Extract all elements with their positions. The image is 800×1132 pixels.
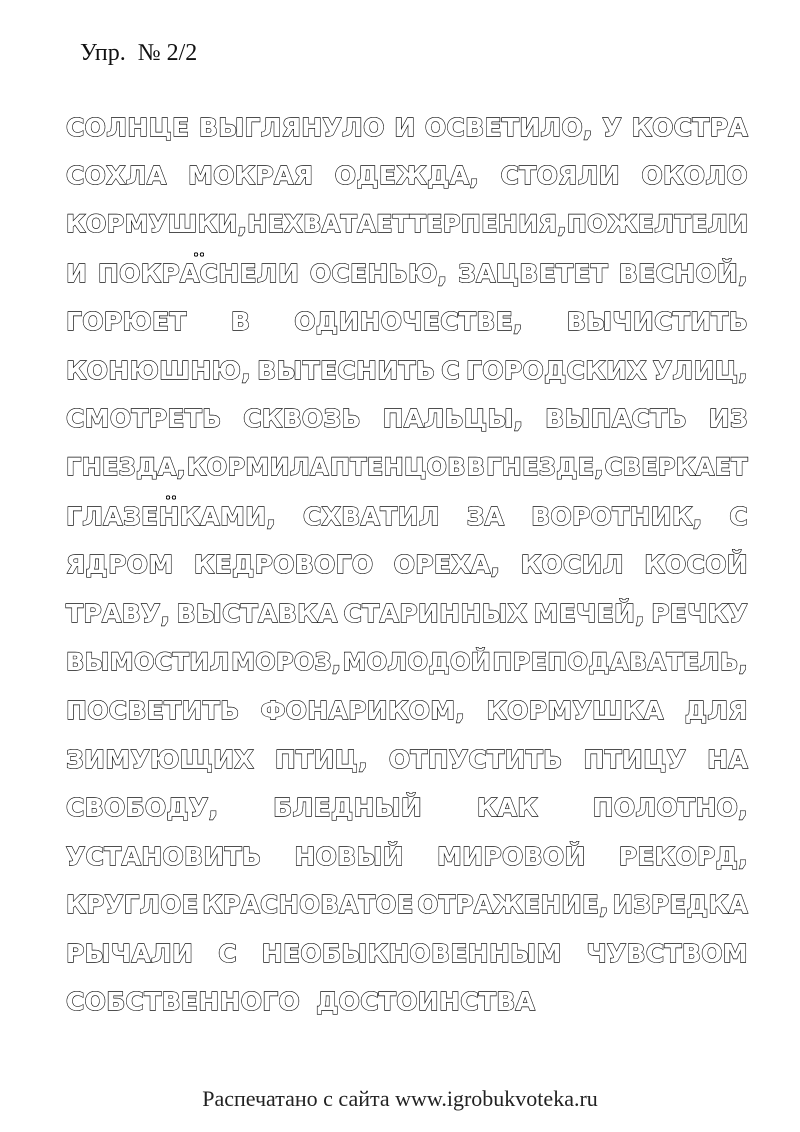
word: С [729,501,748,531]
word: РЕЧКУ [651,598,748,628]
word: КОСТРА [631,112,748,142]
word: ИЗ [708,404,748,434]
word: ИЗРЕДКА [612,890,748,920]
word: КОСИЛ [520,550,624,580]
word: ВЫСТАВКА [176,598,338,628]
word: ЗАЦВЕТЕТ [458,258,609,288]
word: СВОБОДУ, [66,793,219,823]
word: ГНЕЗДА, [66,453,186,482]
text-line [66,589,748,638]
word: МИРОВОЙ [436,841,586,871]
text-line [66,152,748,201]
word: ПТЕНЦОВ [329,453,466,482]
word: РЕКОРД, [618,841,748,871]
word: ПТИЦ, [274,744,368,774]
word: И [394,112,416,142]
word: ПРЕПОДАВАТЕЛЬ, [492,647,748,676]
word: В [230,307,251,337]
word: НЕ [247,210,285,239]
word: С [218,938,237,968]
word: МОЛОДОЙ [342,647,492,676]
text-line [66,929,748,978]
word: СТОЯЛИ [500,161,621,191]
text-line [66,103,748,152]
word: ПОЛОТНО, [592,793,748,823]
word: СОБСТВЕННОГО [66,987,301,1017]
word: СОХЛА [66,161,167,191]
word: ГНЕЗДЕ, [486,453,604,482]
word: НА [707,744,748,774]
word: И [66,258,88,288]
text-line [66,540,748,589]
word: СМОТРЕТЬ [66,404,222,434]
word: НОВЫЙ [294,841,404,871]
word: КЕДРОВОГО [193,550,374,580]
word: ОТРАЖЕНИЕ, [417,890,609,920]
word: ОКОЛО [641,161,748,191]
word: КОНЮШНЮ, [66,355,252,385]
word: ПАЛЬЦЫ, [382,404,524,434]
word: ВОРОТНИК, [531,501,703,531]
word: ГЛАЗЕНКАМИ, [66,501,277,531]
word: У [602,112,622,142]
word: ТРАВУ, [66,598,171,628]
exercise-text [66,103,748,1026]
word: ЯДРОМ [66,550,174,580]
word: ЗИМУЮЩИХ [66,744,254,774]
word: СКВОЗЬ [243,404,361,434]
text-line [66,249,748,298]
word: ГОРОДСКИХ [466,355,647,385]
text-line [66,638,748,687]
word: ОСЕНЬЮ, [309,258,448,288]
word: КРАСНОВАТОЕ [202,890,414,920]
word: МОКРАЯ [187,161,314,191]
word: МОРОЗ, [231,647,342,676]
word: КАК [476,793,538,823]
word: СОЛНЦЕ [66,112,190,142]
text-line [66,297,748,346]
word: ОДИНОЧЕСТВЕ, [294,307,523,337]
word: ГОРЮЕТ [66,307,187,337]
word: ОТПУСТИТЬ [388,744,563,774]
word: УЛИЦ, [652,355,748,385]
word: ПОСВЕТИТЬ [66,695,240,725]
word: ПТИЦУ [583,744,687,774]
word: ФОНАРИКОМ, [260,695,466,725]
word: КОРМУШКИ, [66,210,248,239]
word: ОДЕЖДА, [334,161,480,191]
word: ОСВЕТИЛО, [424,112,593,142]
word: ДОСТОИНСТВА [316,987,536,1017]
word: ПОКРАСНЕЛИ [97,258,300,288]
word: ЗА [466,501,505,531]
word: СТАРИННЫХ [343,598,528,628]
exercise-number: Упр. № 2/2 [80,40,198,66]
text-line [66,832,748,881]
word: НЕОБЫКНОВЕННЫМ [261,938,562,968]
word: ТЕРПЕНИЯ, [409,210,567,239]
site-credit: Распечатано с сайта www.igrobukvoteka.ru [202,1086,598,1111]
word: КОРМУШКА [486,695,664,725]
word: В [466,453,486,482]
word: ВЫМОСТИЛ [66,647,230,676]
word: КРУГЛОЕ [66,890,199,920]
word: БЛЕДНЫЙ [273,793,423,823]
text-line [66,492,748,541]
word: ДЛЯ [684,695,748,725]
word: ПОЖЕЛТЕЛИ [566,210,749,239]
text-line [66,686,748,735]
text-line [66,735,748,784]
word: ВЫТЕСНИТЬ [257,355,436,385]
text-line [66,200,748,249]
word: РЫЧАЛИ [66,938,194,968]
word: УСТАНОВИТЬ [66,841,262,871]
word: МЕЧЕЙ, [533,598,646,628]
word: С [441,355,460,385]
text-line [66,346,748,395]
word: ЧУВСТВОМ [586,938,748,968]
text-line [66,443,748,492]
text-line [66,783,748,832]
text-line [66,978,748,1027]
word: ОРЕХА, [393,550,501,580]
word: ВЫЧИСТИТЬ [566,307,748,337]
word: ВЕСНОЙ, [618,258,748,288]
word: КОРМИЛА [186,453,330,482]
word: ВЫПАСТЬ [545,404,687,434]
text-line [66,395,748,444]
word: СВЕРКАЕТ [604,453,748,482]
text-line [66,881,748,930]
word: ХВАТАЕТ [284,210,410,239]
word: ВЫГЛЯНУЛО [198,112,385,142]
word: КОСОЙ [644,550,748,580]
word: СХВАТИЛ [302,501,440,531]
